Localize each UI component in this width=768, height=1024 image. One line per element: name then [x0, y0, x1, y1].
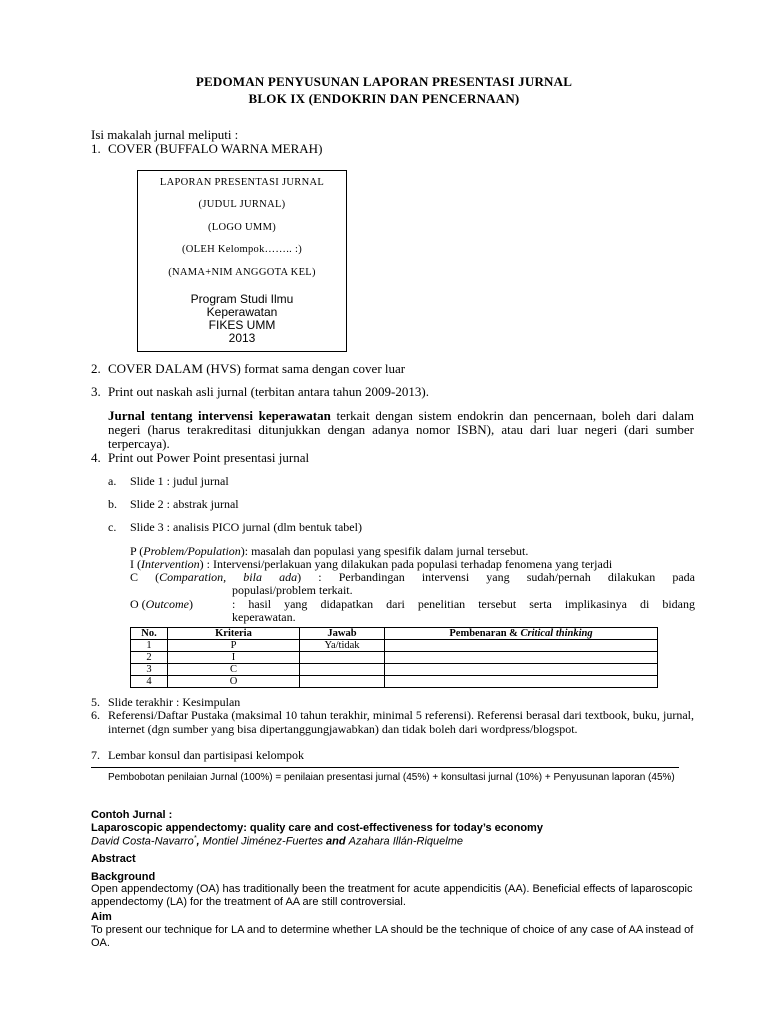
aim-text: To present our technique for LA and to determine whether LA should be the technique of choice of any case of AA instead of OA.	[91, 924, 694, 949]
author-2: Montiel Jiménez-Fuertes	[199, 835, 323, 848]
table-row	[131, 652, 658, 664]
pico-p-prefix: P (	[130, 544, 144, 558]
header-jawab: Jawab	[300, 628, 385, 640]
abstract-heading: Abstract	[91, 853, 136, 865]
table-cell	[300, 664, 385, 676]
pico-i-term: Intervention	[141, 557, 200, 571]
example-authors	[91, 835, 463, 848]
pico-o-suffix: )	[189, 597, 193, 611]
pico-o-term-line	[130, 598, 193, 612]
item-7-text: Lembar konsul dan partisipasi kelompok	[108, 748, 304, 762]
pico-c-line	[130, 571, 695, 585]
item-7-number: 7.	[91, 748, 100, 762]
item-5-text: Slide terakhir : Kesimpulan	[108, 695, 241, 709]
journal-requirement-paragraph	[108, 409, 694, 451]
item-3-number: 3.	[91, 384, 101, 399]
table-cell: 1	[131, 640, 168, 652]
header-no: No.	[131, 628, 168, 640]
table-cell: C	[168, 664, 300, 676]
header-pembenaran-italic: Critical thinking	[520, 628, 593, 639]
table-cell: 2	[131, 652, 168, 664]
table-cell: P	[168, 640, 300, 652]
author-separator: ,	[196, 835, 200, 848]
item-2-text: COVER DALAM (HVS) format sama dengan cover luar	[108, 361, 406, 376]
table-cell: 4	[131, 676, 168, 688]
slide-c-text: Slide 3 : analisis PICO jurnal (dlm bentuk tabel)	[130, 520, 362, 534]
item-2-number: 2.	[91, 361, 101, 376]
pico-p-term: Problem/Population	[143, 544, 241, 558]
item-4-text: Print out Power Point presentasi jurnal	[108, 450, 310, 465]
cover-sample-box	[137, 170, 347, 352]
table-cell: Ya/tidak	[300, 640, 385, 652]
background-heading: Background	[91, 871, 156, 883]
pico-c-continuation: populasi/problem terkait.	[232, 583, 353, 597]
pico-i-prefix: I (	[130, 557, 141, 571]
document-title: PEDOMAN PENYUSUNAN LAPORAN PRESENTASI JURNAL	[195, 74, 573, 89]
table-header-row	[131, 628, 658, 640]
pico-o-term: Outcome	[145, 597, 189, 611]
section-divider	[91, 767, 679, 768]
cover-line-group: (OLEH Kelompok…….. :)	[181, 244, 303, 255]
slide-b-letter: b.	[108, 497, 117, 511]
item-5-number: 5.	[91, 695, 100, 709]
item-1-text: COVER (BUFFALO WARNA MERAH)	[108, 141, 323, 156]
cover-program-line1: Program Studi Ilmu	[190, 292, 294, 306]
item-3-text: Print out naskah asli jurnal (terbitan antara tahun 2009-2013).	[108, 384, 429, 399]
item-1-number: 1.	[91, 141, 101, 156]
table-cell	[385, 652, 658, 664]
weighting-note: Pembobotan penilaian Jurnal (100%) = penilaian presentasi jurnal (45%) + konsultasi jurnal (10%) + Penyusunan laporan (45%)	[108, 772, 675, 783]
author-and: and	[323, 835, 349, 848]
table-cell	[385, 640, 658, 652]
table-cell: 3	[131, 664, 168, 676]
author-3: Azahara Illán-Riquelme	[348, 835, 464, 848]
pico-o-continuation: keperawatan.	[232, 610, 296, 624]
table-cell	[300, 676, 385, 688]
table-row	[131, 676, 658, 688]
table-cell	[300, 652, 385, 664]
author-1-marker: *	[193, 835, 197, 842]
cover-line-title: (JUDUL JURNAL)	[198, 199, 286, 210]
table-cell: I	[168, 652, 300, 664]
example-label: Contoh Jurnal :	[91, 809, 173, 821]
pico-o-desc: : hasil yang didapatkan dari penelitian tersebut serta implikasinya di bidang	[232, 597, 695, 611]
table-row	[131, 640, 658, 652]
cover-line-report: LAPORAN PRESENTASI JURNAL	[159, 177, 325, 188]
pico-c-term: Comparation, bila ada	[159, 570, 298, 584]
header-kriteria: Kriteria	[168, 628, 300, 640]
background-text: Open appendectomy (OA) has traditionally been the treatment for acute appendicitis (AA). Beneficial effects of laparoscopic appendectomy (LA) for the treatment of AA are still controversial.	[91, 883, 693, 908]
pico-i-desc: ) : Intervensi/perlakuan yang dilakukan pada populasi terhadap fenomena yang terjadi	[199, 557, 613, 571]
journal-requirement-text: terkait dengan sistem endokrin dan pencernaan, boleh dari dalam negeri (harus terakreditasi ditunjukkan dengan adanya nomor ISBN), atau dari luar negeri (dari sumber terpercaya).	[108, 408, 694, 451]
cover-year: 2013	[228, 331, 256, 345]
aim-heading: Aim	[91, 911, 112, 923]
item-6-number: 6.	[91, 708, 100, 722]
item-4-number: 4.	[91, 450, 101, 465]
document-subtitle: BLOK IX (ENDOKRIN DAN PENCERNAAN)	[248, 91, 520, 106]
header-pembenaran-text: Pembenaran &	[449, 628, 521, 639]
slide-a-text: Slide 1 : judul jurnal	[130, 474, 229, 488]
pico-c-prefix: C (	[130, 570, 160, 584]
table-cell: O	[168, 676, 300, 688]
pico-table	[130, 627, 658, 688]
pico-o-prefix: O (	[130, 597, 146, 611]
cover-faculty: FIKES UMM	[208, 318, 276, 332]
item-6-text: Referensi/Daftar Pustaka (maksimal 10 tahun terakhir, minimal 5 referensi). Referensi berasal dari textbook, buku, jurnal, internet (dgn sumber yang bisa dipertanggungjawabkan) dan tidak boleh dari wordpress/blogspot.	[108, 708, 694, 736]
journal-requirement-bold: Jurnal tentang intervensi keperawatan	[108, 408, 331, 423]
slide-b-text: Slide 2 : abstrak jurnal	[130, 497, 239, 511]
cover-line-logo: (LOGO UMM)	[207, 222, 277, 233]
slide-a-letter: a.	[108, 474, 117, 488]
table-cell	[385, 664, 658, 676]
cover-program-line2: Keperawatan	[206, 305, 278, 319]
intro-text: Isi makalah jurnal meliputi :	[91, 127, 239, 142]
slide-c-letter: c.	[108, 520, 117, 534]
example-journal-title: Laparoscopic appendectomy: quality care and cost-effectiveness for today’s economy	[91, 822, 543, 834]
author-1: David Costa-Navarro	[91, 835, 194, 848]
table-row	[131, 664, 658, 676]
pico-c-desc: ) : Perbandingan intervensi yang sudah/pernah dilakukan pada	[297, 570, 695, 584]
pico-p-desc: ): masalah dan populasi yang spesifik dalam jurnal tersebut.	[240, 544, 529, 558]
header-pembenaran	[385, 628, 658, 640]
table-cell	[385, 676, 658, 688]
cover-line-members: (NAMA+NIM ANGGOTA KEL)	[168, 267, 316, 278]
